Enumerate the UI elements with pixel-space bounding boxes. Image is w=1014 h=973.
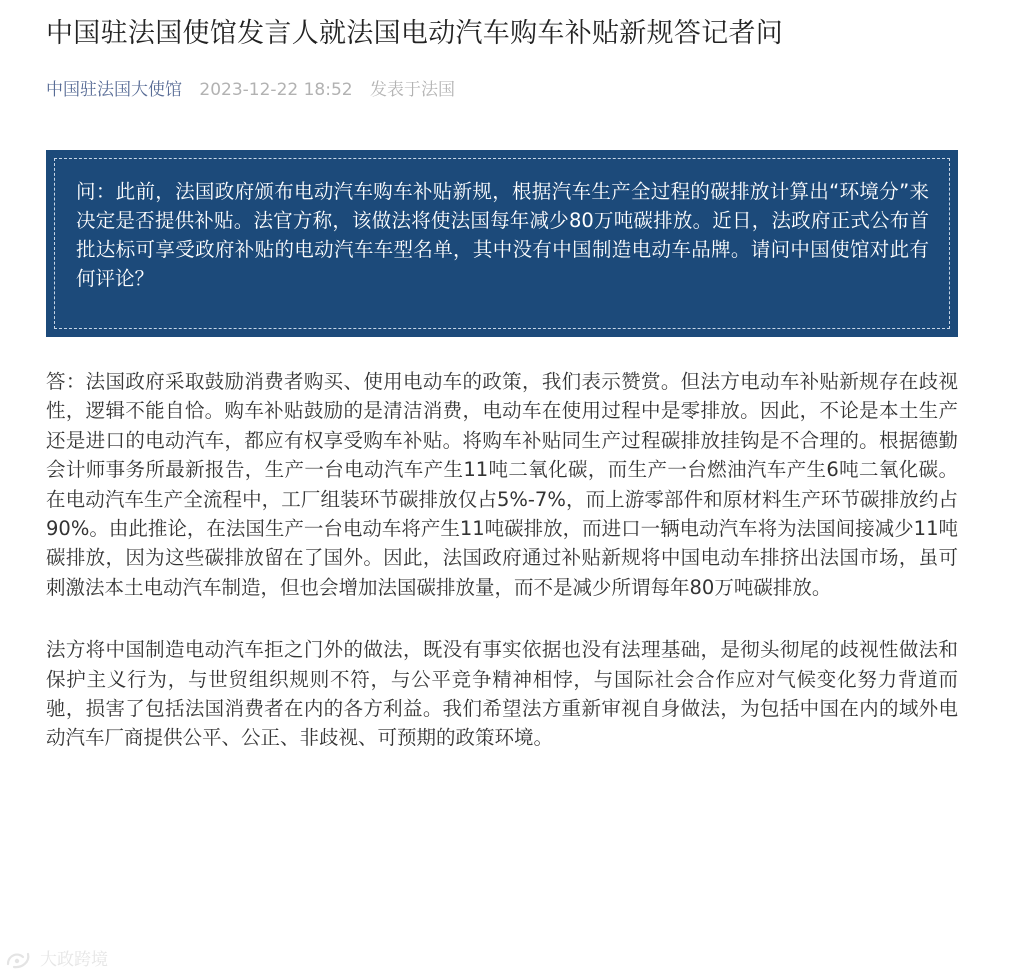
watermark-text: 大政跨境 — [40, 950, 108, 970]
publish-location: 发表于法国 — [370, 80, 456, 100]
answer-paragraph: 答：法国政府采取鼓励消费者购买、使用电动车的政策，我们表示赞赏。但法方电动车补贴新规存在歧视性，逻辑不能自恰。购车补贴鼓励的是清洁消费，电动车在使用过程中是零排放。因此，不论是本土生产还是进口的电动汽车，都应有权享受购车补贴。将购车补贴同生产过程碳排放挂钩是不合理的。根据德勤会计师事务所最新报告，生产一台电动汽车产生11吨二氧化碳，而生产一台燃油汽车产生6吨二氧化碳。在电动汽车生产全流程中，工厂组装环节碳排放仅占5%-7%，而上游零部件和原材料生产环节碳排放约占90%。由此推论，在法国生产一台电动车将产生11吨碳排放，而进口一辆电动汽车将为法国间接减少11吨碳排放，因为这些碳排放留在了国外。因此，法国政府通过补贴新规将中国电动车排挤出法国市场，虽可刺激法本土电动汽车制造，但也会增加法国碳排放量，而不是减少所谓每年80万吨碳排放。 — [46, 370, 958, 599]
publish-time: 2023-12-22 18:52 — [199, 80, 353, 100]
article-title: 中国驻法国使馆发言人就法国电动汽车购车补贴新规答记者问 — [46, 18, 784, 49]
answer-body — [46, 367, 958, 753]
question-box — [46, 150, 958, 337]
question-text: 问：此前，法国政府颁布电动汽车购车补贴新规，根据汽车生产全过程的碳排放计算出“环境分”来决定是否提供补贴。法官方称，该做法将使法国每年减少80万吨碳排放。近日，法政府正式公布首批达标可享受政府补贴的电动汽车车型名单，其中没有中国制造电动车品牌。请问中国使馆对此有何评论？ — [54, 158, 950, 329]
article — [46, 0, 958, 753]
article-meta — [46, 78, 958, 102]
brand-logo-icon — [4, 949, 34, 971]
answer-paragraph: 法方将中国制造电动汽车拒之门外的做法，既没有事实依据也没有法理基础，是彻头彻尾的歧视性做法和保护主义行为，与世贸组织规则不符，与公平竞争精神相悖，与国际社会合作应对气候变化努力背道而驰，损害了包括法国消费者在内的各方利益。我们希望法方重新审视自身做法，为包括中国在内的域外电动汽车厂商提供公平、公正、非歧视、可预期的政策环境。 — [46, 638, 958, 750]
account-name-link[interactable]: 中国驻法国大使馆 — [46, 80, 182, 100]
watermark — [4, 949, 108, 971]
